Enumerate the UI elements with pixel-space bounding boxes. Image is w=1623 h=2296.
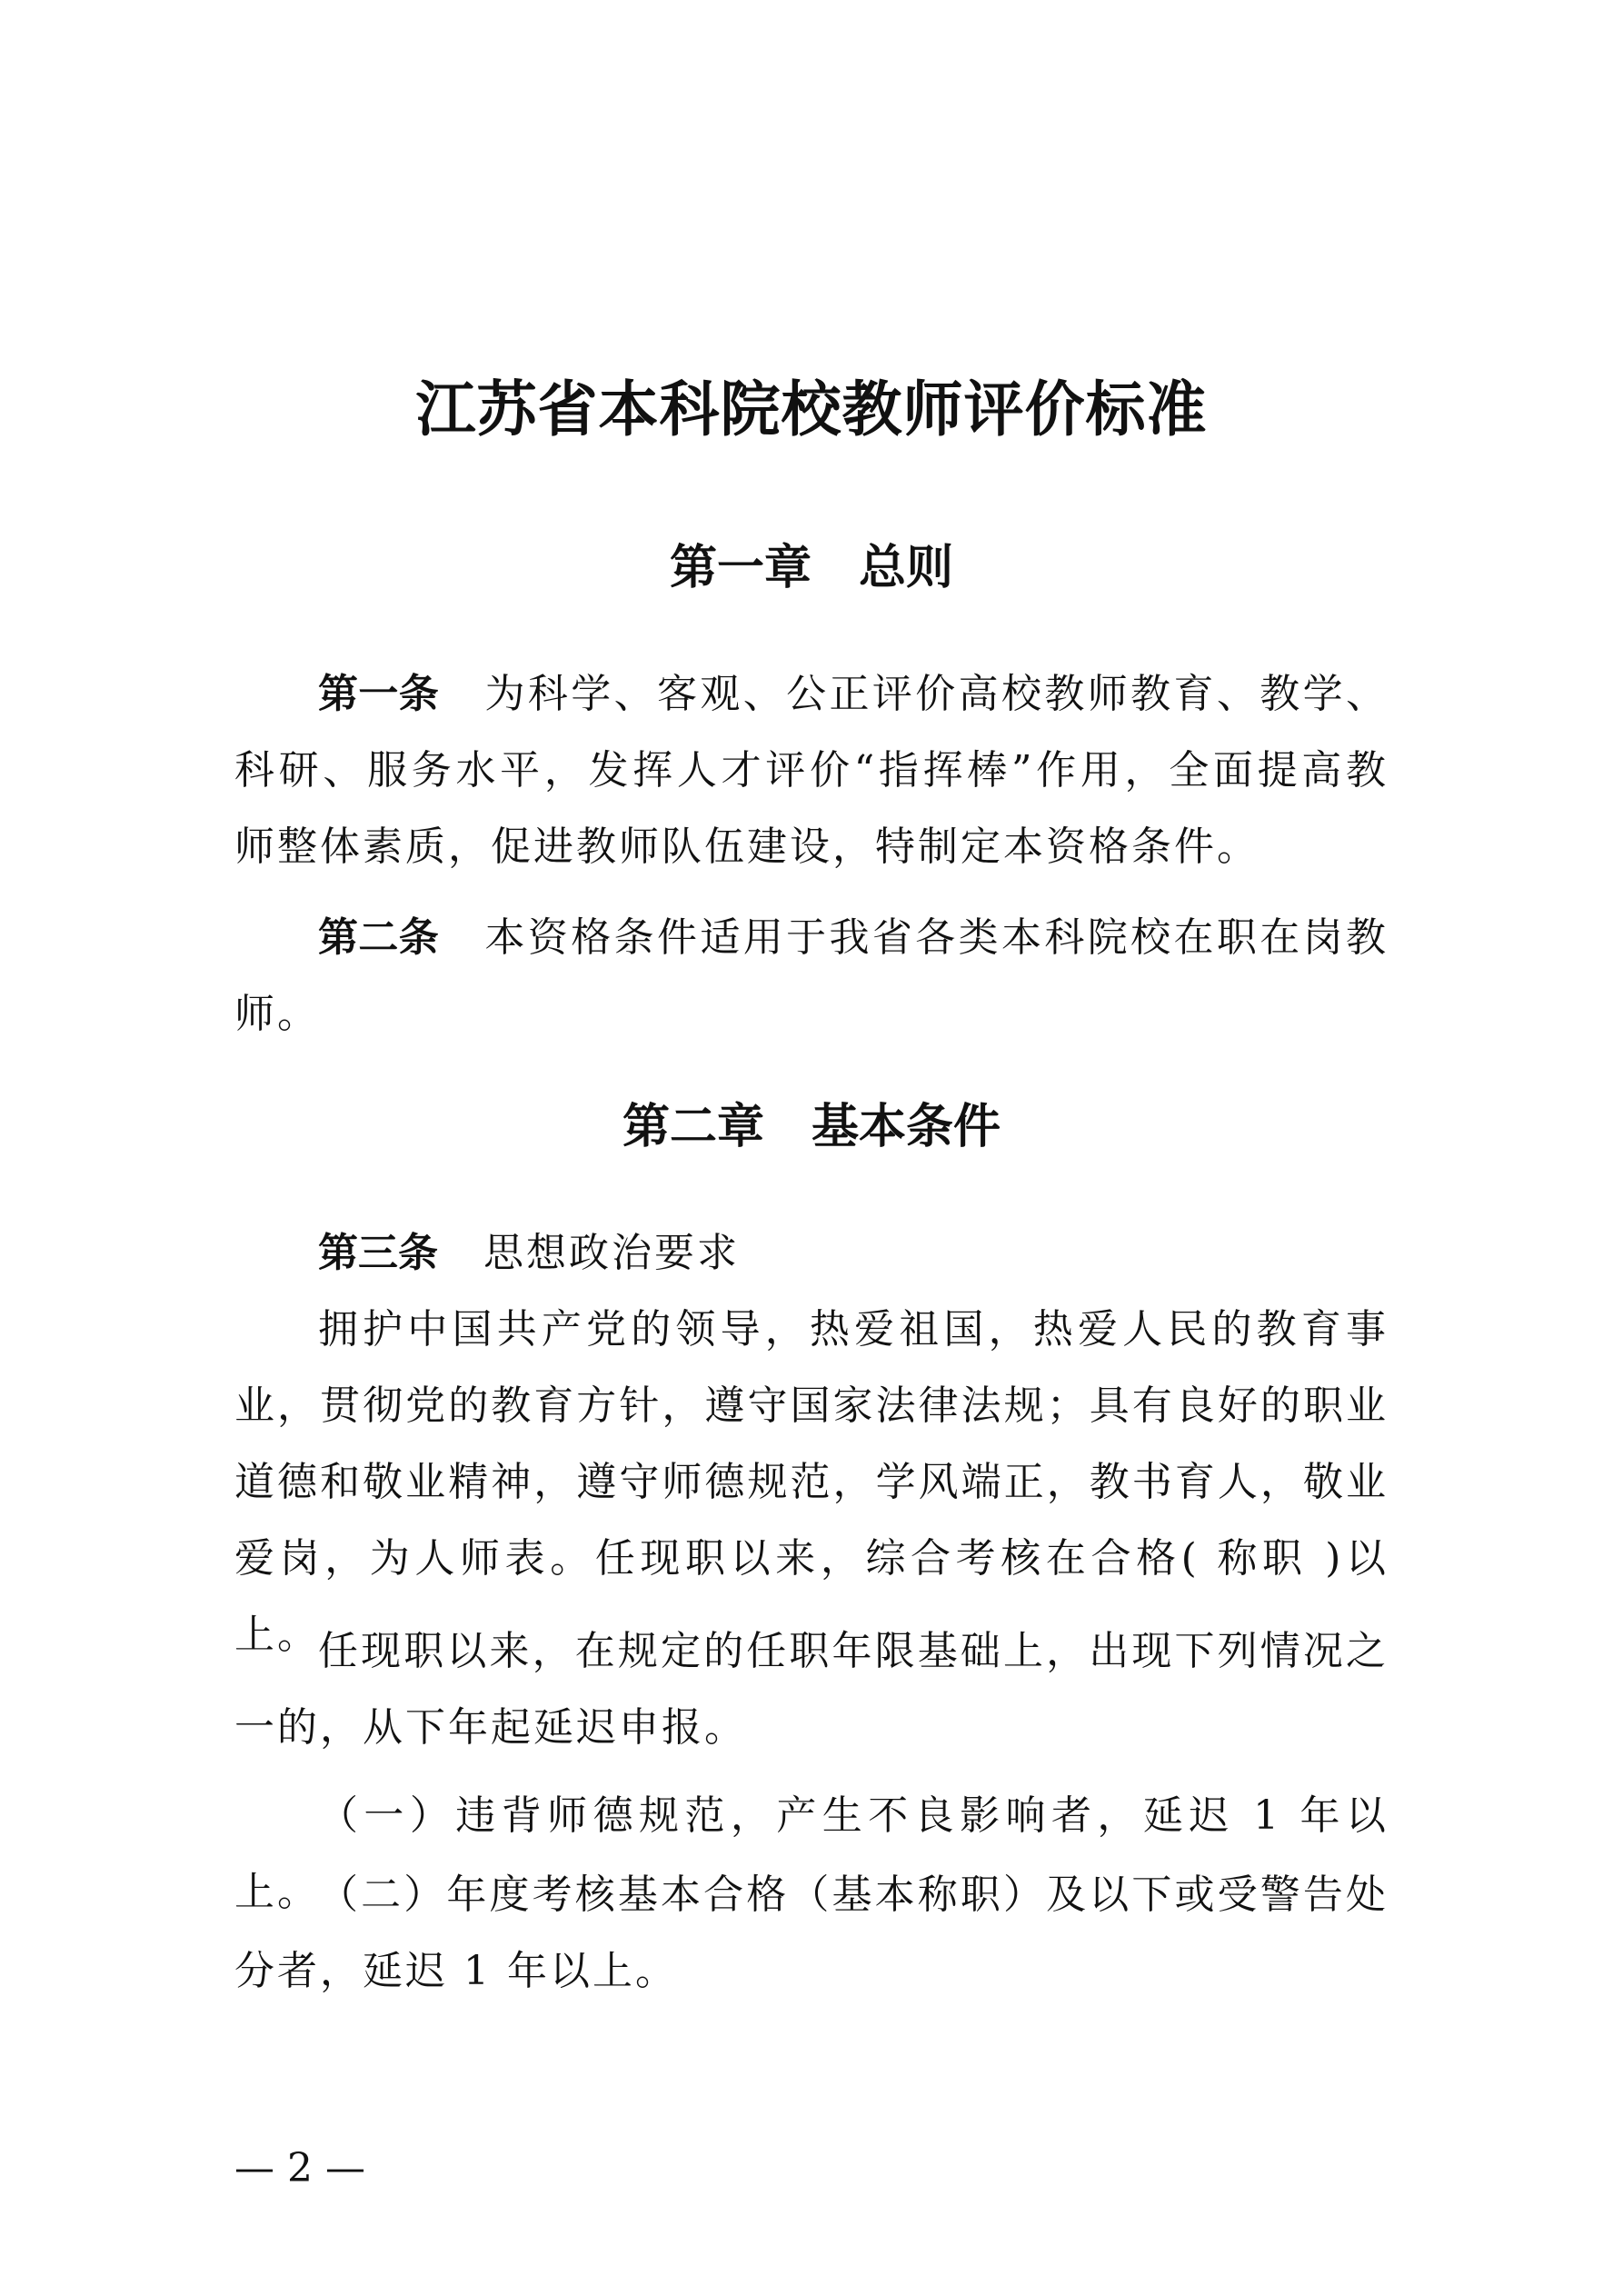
chapter-1-name: 总则 (859, 540, 954, 595)
document-title: 江苏省本科院校教师评价标准 (415, 374, 1208, 444)
list-item-2: （二）年度考核基本合格（基本称职）及以下或受警告处分者，延迟 1 年以上。 (234, 1872, 1389, 1994)
article-1 (234, 656, 1389, 885)
article-3-label: 第三条 (318, 1230, 438, 1276)
paragraph-political-requirements: 拥护中国共产党的领导，热爱祖国，热爱人民的教育事业，贯彻党的教育方针，遵守国家法律法规；具有良好的职业道德和敬业精神，遵守师德规范，学风端正，教书育人，敬业爱岗，为人师表。任现职以来，综合考核在合格( 称职 )以上。 (234, 1306, 1389, 1658)
chapter-1-number: 第一章 (669, 540, 812, 595)
chapter-2-number: 第二章 (622, 1099, 764, 1154)
article-1-text: 为科学、客观、公正评价高校教师教育、教学、科研、服务水平，发挥人才评价“指挥棒”作用，全面提高教师整体素质，促进教师队伍建设，特制定本资格条件。 (234, 671, 1389, 870)
article-3-text: 思想政治要求 (483, 1230, 740, 1276)
article-2-label: 第二条 (318, 914, 440, 961)
article-2 (234, 900, 1389, 1053)
chapter-1-heading (0, 536, 1623, 600)
chapter-2-heading (0, 1095, 1623, 1159)
list-item-1: （一）违背师德规范，产生不良影响者，延迟 1 年以上。 (234, 1792, 1389, 1915)
chapter-2-name: 基本条件 (812, 1099, 1001, 1154)
paragraph-delay-conditions: 任现职以来，在规定的任职年限基础上，出现下列情况之一的，从下年起延迟申报。 (234, 1628, 1389, 1751)
article-2-text: 本资格条件适用于我省各类本科院校在职在岗教师。 (234, 914, 1389, 1037)
article-3 (234, 1215, 1389, 1292)
article-1-label: 第一条 (318, 671, 440, 717)
page-number: — 2 — (234, 2145, 365, 2191)
